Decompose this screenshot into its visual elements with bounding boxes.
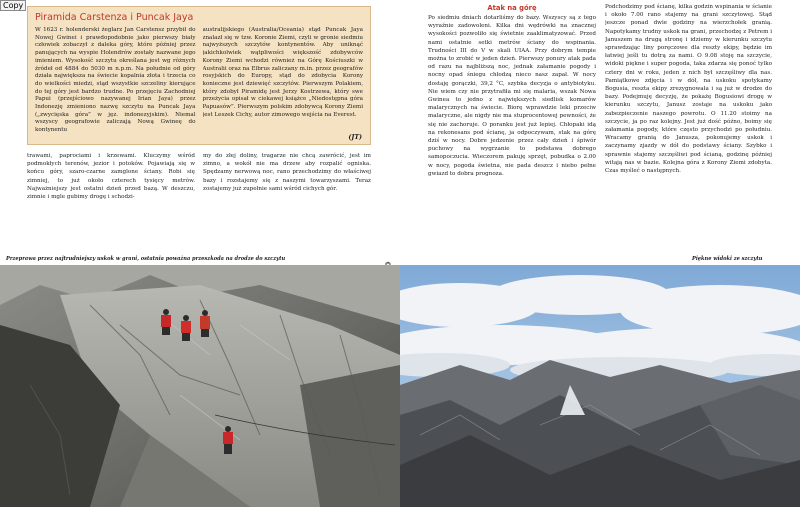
sidebar-column-1: W 1623 r. holenderski żeglarz Jan Carstensz przybił do Nowej Gwinei i prawdopodobnie jako pierwszy biały człowiek zobaczył z daleka góry, które później przez panujących na wyspie Holendrów zostały nazwane jego imieniem. Wysokość szczytu określana jest wg różnych źródeł od 4884 do 5030 m n.p.m. Na południe od góry działa największa na świecie kopalnia złota i trzecia co do wielkości miedzi, stąd wszystkie szczeliny kierujące do tej góry jest bardzo trudne. Po przejęciu Zachodniej Papui (przejściowo nazywanej Irian Jaya) przez Indonezję zmieniono nazwę szczytu na Puncak Jaya („zwycięska góra” w jęz. indonezyjskim). Niemal wszyscy geografowie zaliczają Nową Gwineę do kontynentu (35, 27, 196, 134)
right-body-column-1: Po siedmiu dniach dotarliśmy do bazy. Wszyscy są z tego wyraźnie zadowoleni. Kilka dni wędrówki na znacznej wysokości pozwoliło się świetnie zaaklimatyzować. Przed nami ostatnie setki metrów ściany do wspinania. Trudności III do V w skali UIAA. Przy dobrym tempie można to zrobić w jeden dzień. Pierwszy ponury atak pada od razu na najbliższą noc, jednak załamanie pogody i nocny opad śniegu chłodzą nieco nasz zapał. W nocy dostaję gorączki, 39,2 °C, szybka decyzja o antybiotyku. Nie wiem czy nie przytrafiła mi się malaria, wszak Nowa Gwinea to jedno z największych siedlisk komarów malarycznych na świecie. Biorę wprawdzie leki przeciw malaryczne, ale nigdy nie ma stuprocentowej pewności, że się nie zachoruje. O poranku jest już lepiej. Chłopaki idą na rekonesans pod ścianę, ja odpoczywam, stak na górę dziś w nocy. Dobre jedzenie przez cały dzień i śpiwór puchowy na wygrzanie to podstawa dobrego samopoczucia. Wieczorem pakuję sprzęt, pobudka o 2.00 w nocy, pogoda świetna, nie pada deszcz i niebo pełne gwiazd to dobra prognoza. (428, 15, 596, 177)
info-sidebar (27, 6, 371, 145)
sidebar-title: Piramida Carstenza i Puncak Jaya (35, 12, 194, 23)
sidebar-column-2: australijskiego (Australia/Oceania) stąd Puncak Jaya znalazł się w tzw. Koronie Ziemi, czyli w gronie siedmiu najwyższych szczytów kontynentów. Aby uniknąć jakichkolwiek wątpliwości większość zdobywców Korony Ziemi wchodzi również na Górę Kościuszki w Australii oraz na Elbrus zaliczany m.in. przez geografów rosyjskich do Europy, stąd do zdobycia Korony konieczne jest dziewięć szczytów. Pierwszym Polakiem, który zdobył Piramidę jest Jerzy Kostrzewa, który swe przeżycia opisał w ciekawej książce „Niedostępna góra Papuasów”. Pierwszym polskim zdobywcą Korony Ziemi jest Leszek Cichy, autor zimowego wejścia na Everest. (202, 27, 363, 118)
left-body-column-1: trawami, paprociami i krzewami. Kluczymy wśród podmokłych terenów, jezior i potoków. Pojawiają się w końcu góry, szaro-czarne zamglone ściany. Robi się zimniej, to już około czterech tysięcy metrów. Najważniejszy jest ostatni dzień przed bazą. W deszczu, zimnie i mgle gubimy drogę i schodzi- (27, 153, 195, 201)
section-heading: Atak na górę (487, 4, 537, 12)
author-initials: (JT) (348, 134, 362, 141)
photo-caption-left: Przeprawa przez najtrudniejszy uskok w grani, ostatnia poważna przeszkoda na drodze do szczytu (6, 256, 286, 262)
right-body-column-2: Podchodzimy pod ścianę, kilka godzin wspinania w ścianie i około 7.00 rano stajemy na grani szczytowej. Stąd jeszcze ponad dwie godziny na wierzchołek granią. Napotykamy trudny uskok na grani, przechodzę z Petrem i Januszem na drugą stronę i idziemy w kierunku szczytu sprawdzając liny poręczowe dla reszty ekipy, będzie im łatwiej jeśli tu dotrą za nami. O 9.08 stoję na szczycie, widoki piękne i super pogoda, taka zdarza się ponoć tylko cztery dni w roku, jeden z nich był szczęśliwy dla nas. Pamiątkowe zdjęcia i w dół, na uskoku spotykamy Bogusia, reszta ekipy zrezygnowała i są już w drodze do bazy. Podejmuję decyzję, że pokażę Bogusiowi drogę w kierunku szczytu, Janusz zostaje na uskoku jako zabezpieczenie naszego powrotu. O 11.20 stoimy na szczycie, ja po raz kolejny. Jest już dość późno, boimy się załamania pogody, które często przychodzi po południu. Wracamy granią do Janusza, pokonujemy uskok i zaczynamy zjazdy w dół do podstawy ściany. Szybko i sprawnie stajemy szczęśliwi pod ścianą, godzinę później witają nas w bazie. Kolejna góra z Korony Ziemi zdobyta. Czas myśleć o następnych. (605, 4, 772, 175)
left-page (0, 0, 400, 265)
photo-caption-right: Piękne widoki ze szczytu (692, 256, 763, 262)
summit-view-photo (400, 265, 800, 507)
sidebar-columns (35, 27, 363, 134)
climbing-photo (0, 265, 400, 507)
copy-button[interactable]: Copy (0, 0, 26, 11)
left-body-column-2: my do złej doliny, tragarze nie chcą zawrócić, jest im zimno, a wokół nie ma drzew aby rozpalić ogniska. Spędzamy nerwową noc, rano przechodzimy do właściwej bazy i rozstajemy się z naszymi towarzyszami. Teraz zostajemy już zupełnie sami wśród cichych gór. (203, 153, 371, 192)
right-page (400, 0, 800, 265)
